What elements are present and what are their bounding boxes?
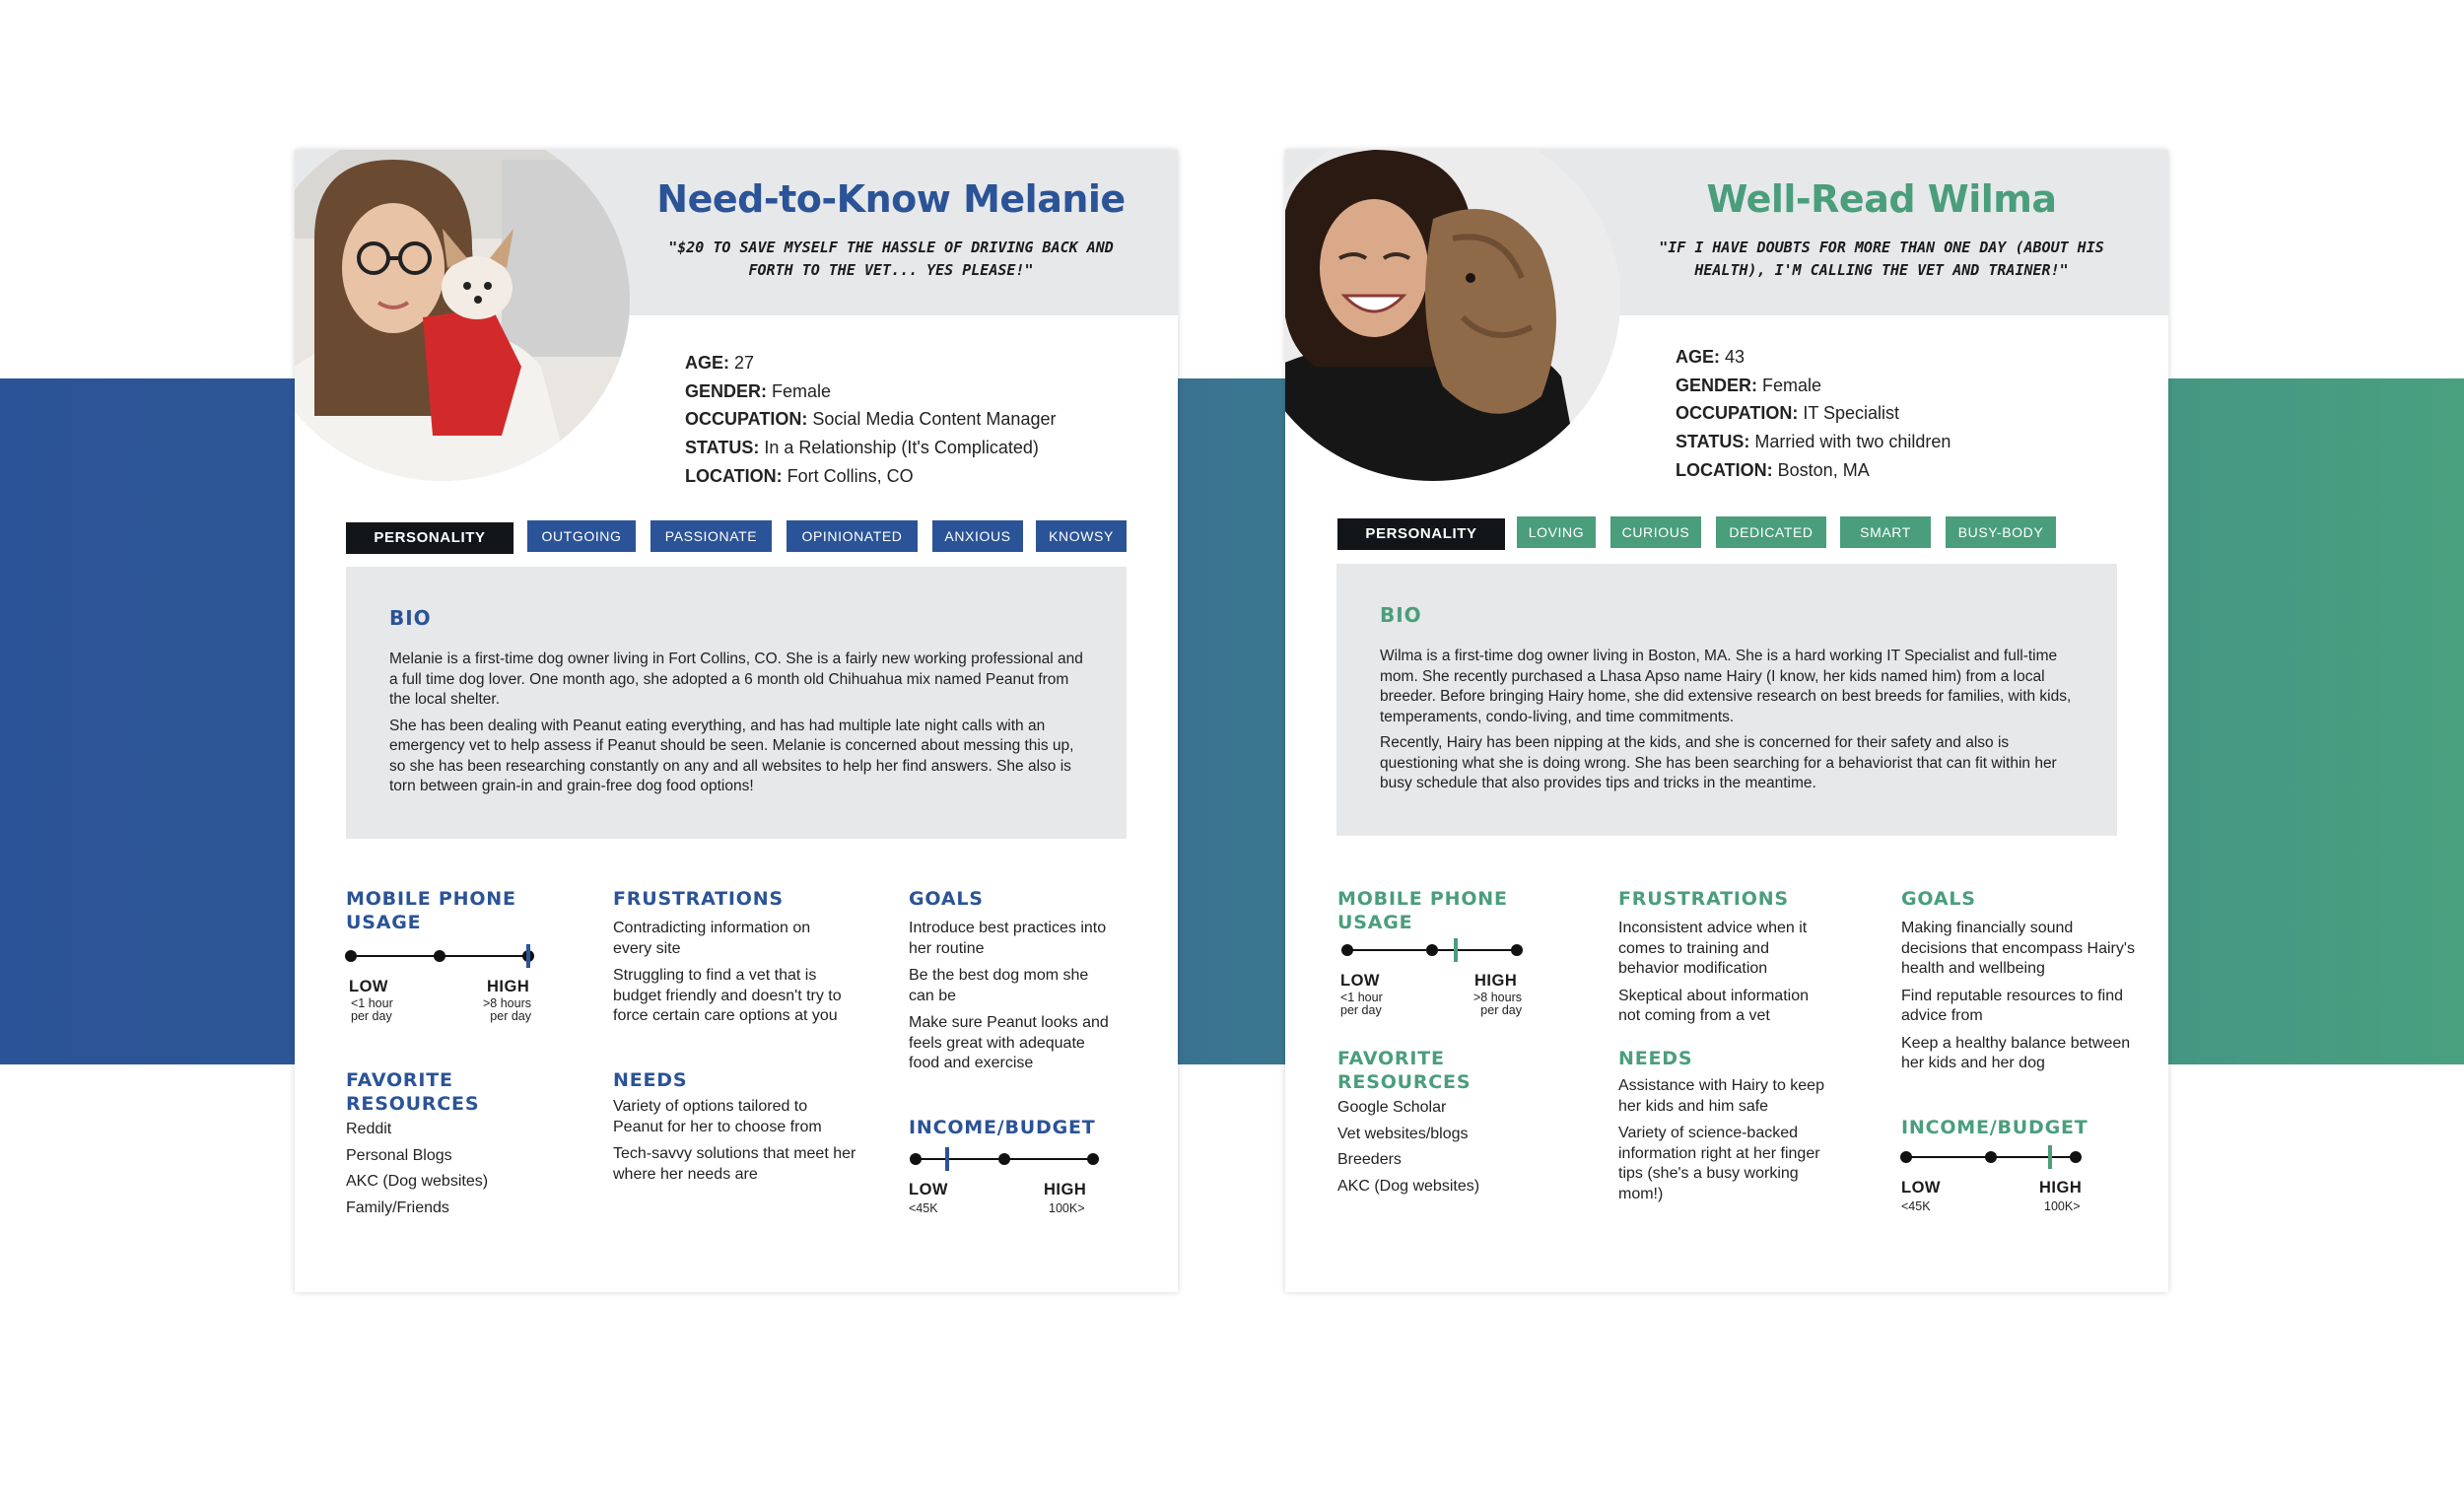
bio-title: BIO [1380, 603, 1422, 627]
persona-photo [295, 150, 630, 481]
goal-item: Making financially sound decisions that encompass Hairy's health and wellbeing [1901, 920, 2135, 977]
goals-list [909, 919, 1116, 1081]
personality-label: PERSONALITY [1337, 518, 1505, 550]
mobile-usage-slider [351, 948, 528, 964]
mobile-usage-title: MOBILE PHONE USAGE [1337, 888, 1508, 933]
bio-panel [346, 567, 1127, 839]
mobile-low-sub: <1 hour per day [351, 996, 393, 1023]
slider-level-marker [945, 1147, 949, 1171]
slider-level-marker [1454, 938, 1458, 962]
fact-occupation: OCCUPATION: Social Media Content Manager [685, 409, 1057, 430]
demographics [685, 349, 1056, 491]
slider-level-marker [2048, 1145, 2052, 1169]
slider-dot [998, 1153, 1010, 1165]
resources-title: FAVORITE RESOURCES [346, 1069, 480, 1115]
slider-dot [434, 950, 445, 962]
resources-list [1337, 1098, 1554, 1202]
fact-location: LOCATION: Fort Collins, CO [685, 465, 914, 486]
fact-age: AGE: 43 [1676, 347, 1745, 367]
persona-name: Need-to-Know Melanie [656, 177, 1126, 221]
income-low-sub: <45K [1901, 1199, 1931, 1213]
persona-quote: "IF I HAVE DOUBTS FOR MORE THAN ONE DAY (ABOUT HIS HEALTH), I'M CALLING THE VET AND TRAINER!" [1659, 239, 2104, 279]
goals-title: GOALS [1901, 888, 1976, 910]
need-item: Assistance with Hairy to keep her kids and him safe [1618, 1077, 1824, 1115]
resources-list [346, 1120, 563, 1224]
mobile-high-label: HIGH [1474, 972, 1518, 990]
frustrations-list [613, 919, 850, 1034]
persona-card-melanie [295, 150, 1178, 1292]
fact-gender: GENDER: Female [1676, 375, 1822, 395]
frustration-item: Struggling to find a vet that is budget friendly and doesn't try to force certain care options at you [613, 967, 842, 1024]
fact-status: STATUS: In a Relationship (It's Complicated) [685, 438, 1039, 458]
goal-item: Be the best dog mom she can be [909, 967, 1089, 1004]
income-title: INCOME/BUDGET [1901, 1117, 2088, 1138]
income-high-label: HIGH [1044, 1181, 1087, 1198]
need-item: Variety of options tailored to Peanut for her to choose from [613, 1098, 822, 1135]
resources-title: FAVORITE RESOURCES [1337, 1048, 1472, 1093]
slider-dot [1511, 944, 1523, 956]
personality-tag: DEDICATED [1716, 516, 1826, 548]
personality-tag: BUSY-BODY [1946, 516, 2056, 548]
slider-level-marker [526, 944, 530, 968]
resource-item: AKC (Dog websites) [346, 1173, 489, 1190]
needs-list [613, 1097, 859, 1192]
goals-title: GOALS [909, 888, 984, 910]
slider-dot [1900, 1151, 1912, 1163]
slider-dot [345, 950, 357, 962]
bio-paragraph: Recently, Hairy has been nipping at the kids, and she is concerned for their safety and also is questioning what she is doing wrong. She has been searching for a behaviorist that can fit within her busy schedule that also provides tips and tricks in the meantime. [1380, 734, 2057, 791]
income-high-sub: 100K> [2044, 1199, 2081, 1213]
mobile-high-label: HIGH [487, 978, 530, 995]
mobile-low-sub: <1 hour per day [1340, 991, 1383, 1017]
resource-item: Personal Blogs [346, 1146, 452, 1164]
fact-gender: GENDER: Female [685, 380, 832, 401]
personality-label: PERSONALITY [346, 522, 513, 554]
goal-item: Make sure Peanut looks and feels great with adequate food and exercise [909, 1014, 1109, 1071]
personality-tag: ANXIOUS [932, 520, 1023, 552]
needs-title: NEEDS [613, 1069, 688, 1091]
goals-list [1901, 919, 2138, 1081]
persona-name: Well-Read Wilma [1706, 177, 2057, 221]
resource-item: Reddit [346, 1121, 392, 1137]
mobile-high-sub: >8 hours per day [1473, 991, 1522, 1017]
persona-quote: "$20 TO SAVE MYSELF THE HASSLE OF DRIVING BACK AND FORTH TO THE VET... YES PLEASE!" [668, 239, 1114, 279]
persona-card-wilma [1285, 150, 2168, 1292]
mobile-usage-title: MOBILE PHONE USAGE [346, 888, 516, 933]
income-low-label: LOW [1901, 1179, 1941, 1197]
slider-dot [910, 1153, 922, 1165]
personality-tag: LOVING [1517, 516, 1596, 548]
personality-tag: SMART [1840, 516, 1931, 548]
income-title: INCOME/BUDGET [909, 1117, 1096, 1138]
resource-item: Google Scholar [1337, 1099, 1447, 1116]
personality-tag: OUTGOING [527, 520, 636, 552]
bio-paragraph: Melanie is a first-time dog owner living in Fort Collins, CO. She is a fairly new working professional and a full time dog lover. One month ago, she adopted a 6 month old Chihuahua mix named Peanut from the local shelter. [389, 650, 1083, 708]
income-slider [1906, 1149, 2076, 1165]
fact-age: AGE: 27 [685, 353, 755, 373]
frustration-item: Inconsistent advice when it comes to training and behavior modification [1618, 920, 1808, 977]
fact-occupation: OCCUPATION: IT Specialist [1676, 403, 1900, 424]
goal-item: Introduce best practices into her routine [909, 920, 1107, 957]
personality-tag: OPINIONATED [787, 520, 918, 552]
income-high-label: HIGH [2039, 1179, 2083, 1197]
resource-item: AKC (Dog websites) [1337, 1177, 1480, 1195]
bio-paragraph: Wilma is a first-time dog owner living in Boston, MA. She is a hard working IT Specialist and full-time mom. She recently purchased a Lhasa Apso name Hairy (I know, her kids named him) from a local breeder. Before bringing Hairy home, she did extensive research on best breeds for families, with kids, temperaments, condo-living, and time commitments. [1380, 648, 2072, 725]
frustrations-title: FRUSTRATIONS [613, 888, 784, 910]
mobile-usage-slider [1347, 942, 1517, 958]
bio-title: BIO [389, 606, 432, 630]
needs-list [1618, 1076, 1835, 1211]
frustration-item: Skeptical about information not coming from a vet [1618, 987, 1809, 1024]
frustrations-title: FRUSTRATIONS [1618, 888, 1789, 910]
need-item: Variety of science-backed information right at her finger tips (she's a busy working mom!) [1618, 1125, 1820, 1202]
personality-tag: CURIOUS [1610, 516, 1701, 548]
fact-status: STATUS: Married with two children [1676, 432, 1951, 452]
frustration-item: Contradicting information on every site [613, 920, 811, 957]
income-low-sub: <45K [909, 1201, 938, 1215]
slider-dot [1985, 1151, 1997, 1163]
mobile-high-sub: >8 hours per day [483, 996, 531, 1023]
persona-photo [1285, 150, 1620, 481]
slider-dot [1087, 1153, 1099, 1165]
income-low-label: LOW [909, 1181, 948, 1198]
bio-paragraph: She has been dealing with Peanut eating everything, and has had multiple late night calls with an emergency vet to help assess if Peanut should be seen. Melanie is concerned about messing this up, so she has been researching constantly on any and all websites to help her find answers. She also is torn between grain-in and grain-free dog food options! [389, 717, 1074, 794]
mobile-low-label: LOW [1340, 972, 1380, 990]
mobile-low-label: LOW [349, 978, 388, 995]
slider-dot [2070, 1151, 2082, 1163]
bio-panel [1336, 564, 2117, 836]
resource-item: Vet websites/blogs [1337, 1125, 1469, 1142]
income-high-sub: 100K> [1049, 1201, 1085, 1215]
fact-location: LOCATION: Boston, MA [1676, 459, 1870, 480]
slider-dot [1341, 944, 1353, 956]
frustrations-list [1618, 919, 1825, 1034]
income-slider [916, 1151, 1093, 1167]
resource-item: Family/Friends [346, 1198, 449, 1216]
personality-tag: KNOWSY [1036, 520, 1127, 552]
needs-title: NEEDS [1618, 1048, 1693, 1069]
goal-item: Keep a healthy balance between her kids and her dog [1901, 1034, 2131, 1071]
goal-item: Find reputable resources to find advice from [1901, 987, 2124, 1024]
personality-tag: PASSIONATE [650, 520, 772, 552]
demographics [1676, 343, 1951, 485]
need-item: Tech-savvy solutions that meet her where her needs are [613, 1145, 856, 1183]
resource-item: Breeders [1337, 1151, 1402, 1168]
slider-dot [1426, 944, 1438, 956]
